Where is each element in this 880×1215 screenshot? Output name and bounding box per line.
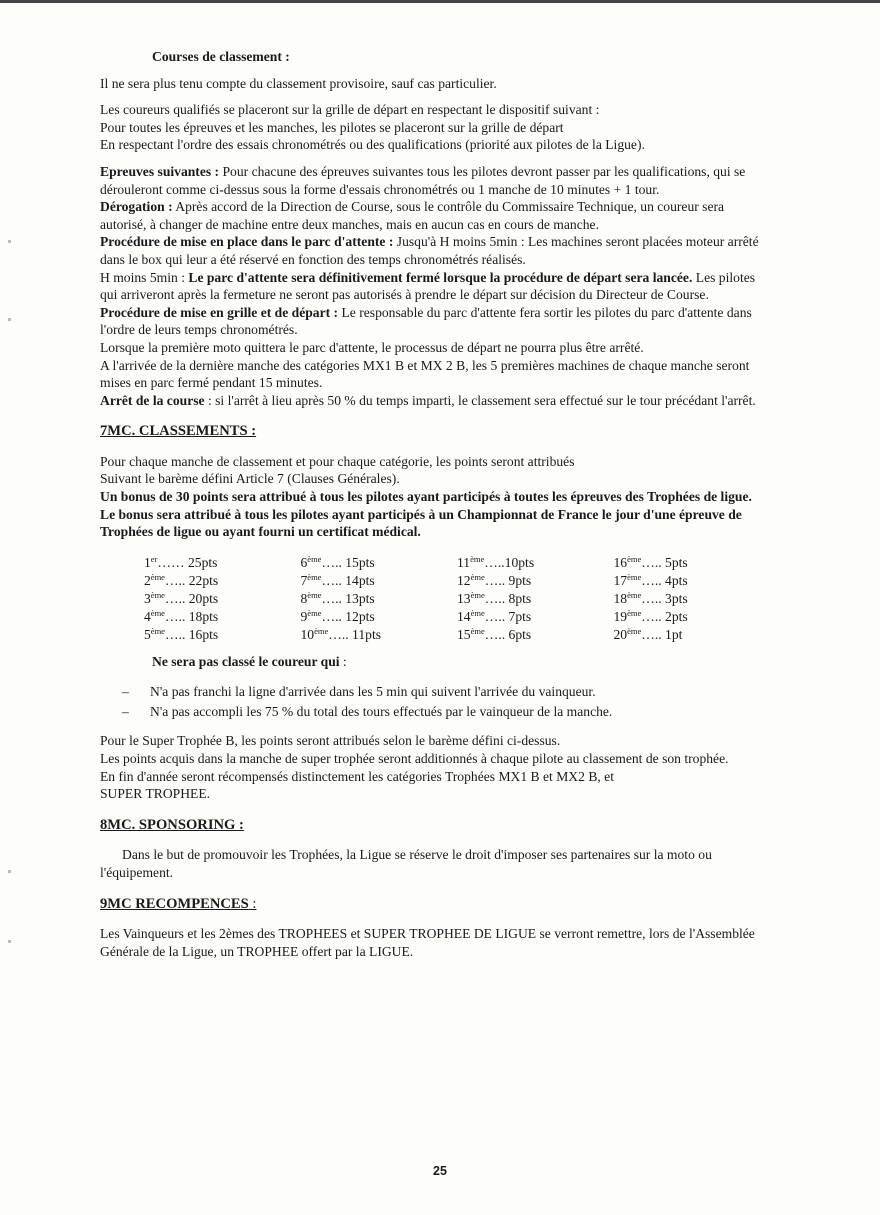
parc-paragraph: H moins 5min : Le parc d'attente sera définitivement fermé lorsque la procédure de départ sera lancée. Les pilotes qui arriveront après la fermeture ne seront pas autorisés à prendre le départ sur décision du Directeur de Course.: [100, 269, 756, 303]
points-entry: 9ème….. 12pts: [300, 607, 375, 624]
points-entry: 3ème….. 20pts: [144, 589, 219, 606]
points-entry: 10ème….. 11pts: [300, 625, 382, 642]
courses-line-3: En respectant l'ordre des essais chronométrés ou des qualifications (priorité aux pilotes de la Ligue).: [100, 137, 645, 153]
points-column: [301, 554, 458, 644]
sponsoring-heading: 8MC. SPONSORING :: [100, 816, 244, 833]
points-entry: 8ème….. 13pts: [300, 589, 375, 606]
points-entry: 12ème….. 9pts: [457, 571, 532, 588]
scan-speck: [8, 940, 11, 943]
list-item: – N'a pas accompli les 75 % du total des tours effectués par le vainqueur de la manche.: [122, 704, 613, 720]
points-entry: 15ème….. 6pts: [457, 625, 532, 642]
grille-paragraph: Procédure de mise en grille et de départ : Le responsable du parc d'attente fera sortir les pilotes du parc d'attente dans l'ordre de leurs temps chronométrés.: [100, 304, 752, 338]
courses-title: Courses de classement :: [152, 49, 290, 64]
points-entry: 17ème….. 4pts: [613, 571, 688, 588]
points-entry: 4ème….. 18pts: [144, 607, 219, 624]
epreuves-label: Epreuves suivantes :: [100, 163, 220, 179]
non-classe-heading: Ne sera pas classé le coureur qui :: [152, 653, 347, 669]
bonus-paragraph-1: Un bonus de 30 points sera attribué à tous les pilotes ayant participés à toutes les épreuves des Trophées de ligue.: [100, 489, 752, 505]
arrivee-paragraph: A l'arrivée de la dernière manche des catégories MX1 B et MX 2 B, les 5 premières machines de chaque manche seront mises en parc fermé pendant 15 minutes.: [100, 357, 750, 391]
points-entry: 1er…… 25pts: [144, 553, 218, 570]
scan-speck: [8, 870, 11, 873]
points-entry: 18ème….. 3pts: [613, 589, 688, 606]
points-entry: 5ème….. 16pts: [144, 625, 219, 642]
points-entry: 6ème….. 15pts: [300, 553, 375, 570]
points-entry: 16ème….. 5pts: [613, 553, 688, 570]
points-entry: 20ème….. 1pt: [613, 625, 683, 642]
epreuves-paragraph: Epreuves suivantes : Pour chacune des épreuves suivantes tous les pilotes devront passer par les qualifications, qui se dérouleront comme ci-dessus sous la forme d'essais chronométrés ou 1 manche de 10 minutes + 1 tour.: [100, 163, 746, 197]
recompences-heading: 9MC RECOMPENCES :: [100, 895, 257, 912]
points-entry: 11ème…..10pts: [457, 553, 535, 570]
procedure-paragraph: Procédure de mise en place dans le parc d'attente : Jusqu'à H moins 5min : Les machines seront placées moteur arrêté dans le box qui leur a été réservé en fonction des temps chronométrés réalisés.: [100, 234, 759, 267]
non-classe-list: [122, 682, 770, 722]
bonus-paragraph-2: Le bonus sera attribué à tous les pilotes ayant participés à un Championnat de France le jour d'une épreuve de Trophées de ligue ou ayant fourni un certificat médical.: [100, 506, 742, 540]
super-line-2: Les points acquis dans la manche de super trophée seront additionnés à chaque pilote au classement de son trophée.: [100, 751, 729, 767]
procedure-label: Procédure de mise en place dans le parc d'attente :: [100, 234, 394, 250]
courses-line-2: Pour toutes les épreuves et les manches, les pilotes se placeront sur la grille de départ: [100, 119, 564, 135]
points-entry: 7ème….. 14pts: [300, 571, 375, 588]
courses-line-1: Les coureurs qualifiés se placeront sur la grille de départ en respectant le dispositif suivant :: [100, 102, 600, 118]
points-entry: 13ème….. 8pts: [457, 589, 532, 606]
list-item: – N'a pas franchi la ligne d'arrivée dans les 5 min qui suivent l'arrivée du vainqueur.: [122, 684, 596, 700]
points-column: [614, 554, 771, 644]
super-line-1: Pour le Super Trophée B, les points seront attribués selon le barème défini ci-dessus.: [100, 733, 561, 749]
super-line-4: SUPER TROPHEE.: [100, 786, 211, 802]
points-entry: 2ème….. 22pts: [144, 571, 219, 588]
points-column: [457, 554, 614, 644]
arret-paragraph: Arrêt de la course : si l'arrêt à lieu après 50 % du temps imparti, le classement sera effectué sur le tour précédant l'arrêt.: [100, 392, 756, 408]
sponsoring-paragraph: Dans le but de promouvoir les Trophées, la Ligue se réserve le droit d'imposer ses partenaires sur la moto ou l'équipement.: [100, 847, 712, 880]
classements-line-1: Pour chaque manche de classement et pour chaque catégorie, les points seront attribués: [100, 453, 575, 469]
derogation-paragraph: Dérogation : Après accord de la Direction de Course, sous le contrôle du Commissaire Technique, un coureur sera autorisé, à changer de machine entre deux manches, mais en aucun cas en cours de manche.: [100, 199, 725, 232]
classements-heading: 7MC. CLASSEMENTS :: [100, 423, 257, 440]
derogation-label: Dérogation :: [100, 199, 173, 215]
classements-line-2: Suivant le barème défini Article 7 (Clauses Générales).: [100, 471, 400, 487]
scan-speck: [8, 318, 11, 321]
courses-paragraph-1: Il ne sera plus tenu compte du classement provisoire, sauf cas particulier.: [100, 75, 497, 91]
grille-label: Procédure de mise en grille et de départ :: [100, 304, 339, 320]
arret-label: Arrêt de la course: [100, 392, 205, 408]
scan-speck: [8, 240, 11, 243]
points-entry: 19ème….. 2pts: [613, 607, 688, 624]
points-column: [144, 554, 301, 644]
recompences-paragraph: Les Vainqueurs et les 2èmes des TROPHEES et SUPER TROPHEE DE LIGUE se verront remettre, lors de l'Assemblée Générale de la Ligue, un TROPHEE offert par la LIGUE.: [100, 926, 755, 959]
points-table: [144, 554, 770, 644]
document-page: [100, 48, 770, 960]
lorsque-paragraph: Lorsque la première moto quittera le parc d'attente, le processus de départ ne pourra plus être arrêté.: [100, 339, 644, 355]
scan-top-edge: [0, 0, 880, 3]
page-number: 25: [433, 1164, 447, 1178]
super-line-3: En fin d'année seront récompensés distinctement les catégories Trophées MX1 B et MX2 B, et: [100, 768, 614, 784]
points-entry: 14ème….. 7pts: [457, 607, 532, 624]
